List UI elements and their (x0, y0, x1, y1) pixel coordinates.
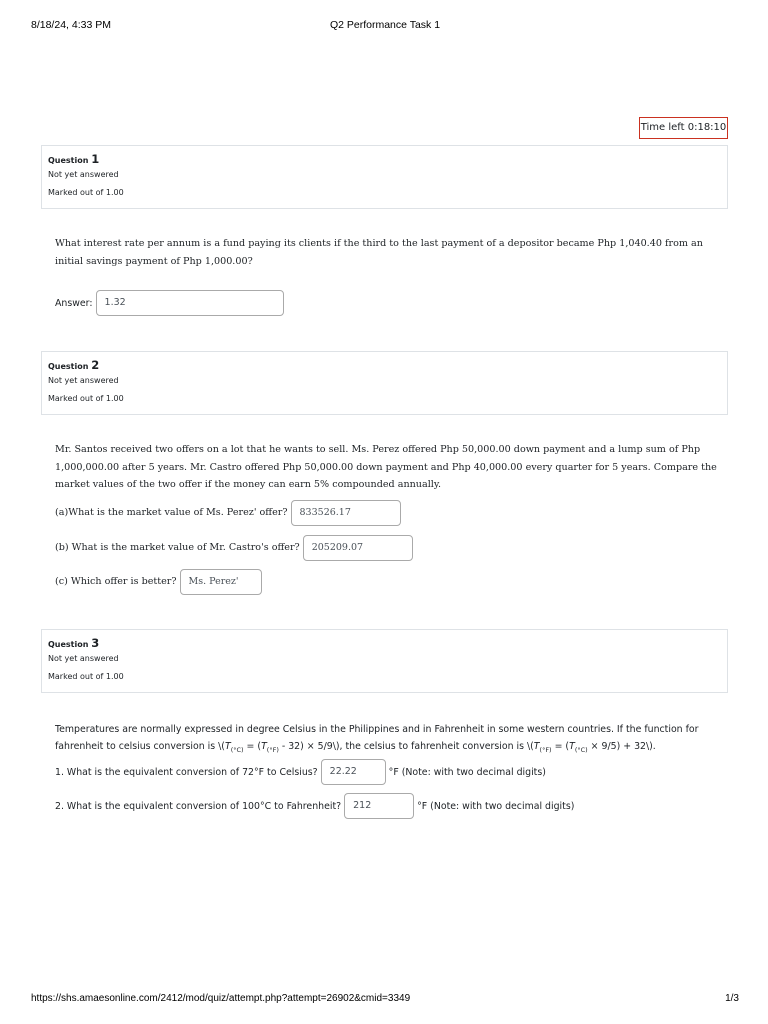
print-url: https://shs.amaesonline.com/2412/mod/quiz/attempt.php?attempt=26902&cmid=3349 (31, 993, 411, 1004)
question-number-value: 3 (91, 636, 100, 650)
part-prompt: 2. What is the equivalent conversion of 100°C to Fahrenheit? (55, 800, 342, 812)
answer-row-2b (55, 535, 413, 561)
formula-subscript: (°F) (539, 745, 552, 754)
question-grade: Marked out of 1.00 (48, 394, 124, 403)
answer-input-q3b[interactable]: 212 (344, 793, 414, 819)
answer-input-q2c[interactable]: Ms. Perez' (180, 569, 262, 595)
answer-row-3a (55, 759, 546, 785)
answer-row-2a (55, 500, 401, 526)
text-fragment: = ( (243, 741, 262, 752)
question-info-3 (41, 629, 728, 693)
question-text-3 (55, 721, 720, 759)
text-fragment: - 32) × 5/9\), the celsius to fahrenheit conversion is \( (278, 741, 534, 752)
answer-label: Answer: (55, 297, 93, 309)
quiz-timer: Time left 0:18:10 (639, 117, 728, 139)
question-number-value: 1 (91, 152, 100, 166)
question-number-value: 2 (91, 358, 100, 372)
question-label: Question (48, 362, 89, 371)
question-info-2 (41, 351, 728, 415)
question-text-formula-line (55, 738, 720, 759)
text-fragment: fahrenheit to celsius conversion is \( (55, 741, 225, 752)
part-suffix: °F (Note: with two decimal digits) (388, 766, 546, 778)
print-datetime: 8/18/24, 4:33 PM (31, 19, 111, 31)
answer-input-q1[interactable]: 1.32 (96, 290, 284, 316)
answer-input-q2b[interactable]: 205209.07 (303, 535, 413, 561)
answer-row-1 (55, 290, 284, 316)
answer-input-q2a[interactable]: 833526.17 (291, 500, 401, 526)
formula-variable: T (224, 741, 231, 752)
print-footer (31, 993, 739, 1007)
question-state: Not yet answered (48, 170, 119, 179)
print-header (31, 19, 739, 33)
formula-subscript: (°C) (574, 745, 588, 754)
text-fragment: × 9/5) + 32\). (587, 741, 656, 752)
answer-row-3b (55, 793, 574, 819)
question-label: Question (48, 640, 89, 649)
question-info-1 (41, 145, 728, 209)
question-text-1: What interest rate per annum is a fund paying its clients if the third to the last payment of a depositor became Php 1,040.40 from an initial savings payment of Php 1,000.00? (55, 238, 703, 267)
formula-subscript: (°F) (266, 745, 279, 754)
question-text-2: Mr. Santos received two offers on a lot that he wants to sell. Ms. Perez offered Php 50,000.00 down payment and a lump sum of Php 1,000,000.00 after 5 years. Mr. Castro offered Php 50,000.00 down payment and Php 40,000.00 every quarter for 5 years. Compare the market values of the two offer if the money can earn 5% compounded annually. (55, 444, 717, 491)
question-state: Not yet answered (48, 654, 119, 663)
question-number (48, 636, 721, 652)
question-number (48, 152, 721, 168)
part-prompt: (c) Which offer is better? (55, 576, 177, 588)
question-label: Question (48, 156, 89, 165)
part-suffix: °F (Note: with two decimal digits) (417, 800, 575, 812)
question-text-line: Temperatures are normally expressed in degree Celsius in the Philippines and in Fahrenheit in some western countries. If the function for (55, 724, 699, 735)
answer-input-q3a[interactable]: 22.22 (321, 759, 386, 785)
part-prompt: (b) What is the market value of Mr. Castro's offer? (55, 542, 300, 554)
question-state: Not yet answered (48, 376, 119, 385)
part-prompt: 1. What is the equivalent conversion of 72°F to Celsius? (55, 766, 318, 778)
print-page-count: 1/3 (725, 993, 739, 1004)
formula-variable: T (261, 741, 267, 752)
answer-row-2c (55, 569, 262, 595)
question-grade: Marked out of 1.00 (48, 188, 124, 197)
formula-subscript: (°C) (230, 745, 244, 754)
formula-variable: T (533, 741, 540, 752)
text-fragment: = ( (551, 741, 570, 752)
print-page-title: Q2 Performance Task 1 (329, 19, 441, 31)
part-prompt: (a)What is the market value of Ms. Perez' offer? (55, 507, 288, 519)
formula-variable: T (569, 741, 575, 752)
question-number (48, 358, 721, 374)
question-grade: Marked out of 1.00 (48, 672, 124, 681)
